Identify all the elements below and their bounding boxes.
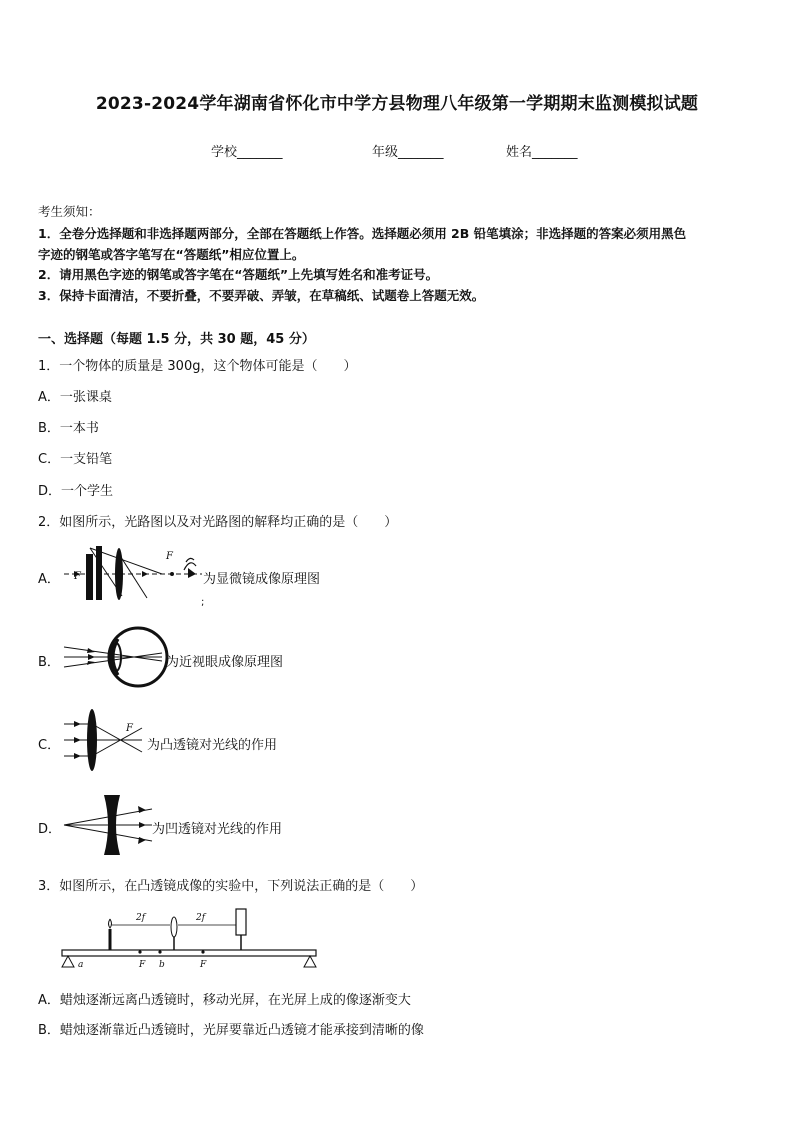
focal-label-convex: F	[126, 723, 133, 734]
page-title: 2023-2024学年湖南省怀化市中学方县物理八年级第一学期期末监测模拟试题	[95, 94, 699, 114]
label-f-right: F	[200, 960, 207, 970]
notice-item-2: 2．请用黑色字迹的钢笔或答字笔在“答题纸”上先填写姓名和准考证号。	[38, 267, 439, 282]
q2-option-c-letter: C．	[38, 738, 61, 753]
q2-stem: 2．如图所示，光路图以及对光路图的解释均正确的是（ ）	[38, 515, 398, 530]
q3-option-a: A．蜡烛逐渐远离凸透镜时，移动光屏，在光屏上成的像逐渐变大	[38, 993, 411, 1008]
notice-item-1-cont: 字迹的钢笔或答字笔写在“答题纸”相应位置上。	[38, 247, 305, 262]
optical-bench-diagram	[60, 905, 320, 975]
q3-option-b: B．蜡烛逐渐靠近凸透镜时，光屏要靠近凸透镜才能承接到清晰的像	[38, 1023, 424, 1038]
q2-option-b-caption: 为近视眼成像原理图	[166, 655, 284, 670]
notice-item-1: 1．全卷分选择题和非选择题两部分，全部在答题纸上作答。选择题必须用 2B 铅笔填涂；非选择题的答案必须用黑色	[38, 226, 687, 241]
q2-option-d-letter: D．	[38, 822, 62, 837]
q2-option-a-caption: 为显微镜成像原理图	[203, 572, 321, 587]
school-field: 学校_______	[211, 145, 283, 160]
q1-option-a: A．一张课桌	[38, 390, 112, 405]
label-a: a	[78, 960, 84, 970]
label-2f-left: 2f	[136, 913, 146, 923]
q2-option-a-letter: A．	[38, 572, 60, 587]
name-field: 姓名_______	[506, 145, 578, 160]
grade-field: 年级_______	[372, 145, 444, 160]
label-f-left: F	[139, 960, 146, 970]
q2-option-d-caption: 为凹透镜对光线的作用	[152, 822, 283, 837]
notice-item-3: 3．保持卡面清洁，不要折叠，不要弄破、弄皱，在草稿纸、试题卷上答题无效。	[38, 288, 485, 303]
notice-heading: 考生须知：	[38, 204, 101, 219]
q2-option-b-letter: B．	[38, 655, 60, 670]
stray-mark: ;	[201, 597, 205, 608]
q1-stem: 1．一个物体的质量是 300g，这个物体可能是（ ）	[38, 359, 357, 374]
label-2f-right: 2f	[196, 913, 206, 923]
label-b: b	[159, 960, 165, 970]
q3-stem: 3．如图所示，在凸透镜成像的实验中，下列说法正确的是（ ）	[38, 879, 424, 894]
q1-option-b: B．一本书	[38, 421, 99, 436]
q1-option-c: C．一支铅笔	[38, 452, 113, 467]
concave-lens-diagram	[62, 793, 157, 857]
section-heading: 一、选择题（每题 1.5 分，共 30 题，45 分）	[38, 332, 315, 347]
focal-label-right: F	[166, 551, 173, 562]
focal-label-left: F	[74, 571, 81, 582]
q2-option-c-caption: 为凸透镜对光线的作用	[147, 738, 278, 753]
q1-option-d: D．一个学生	[38, 484, 114, 499]
convex-lens-diagram	[62, 708, 147, 772]
eye-diagram	[62, 625, 167, 689]
microscope-diagram	[62, 540, 207, 610]
